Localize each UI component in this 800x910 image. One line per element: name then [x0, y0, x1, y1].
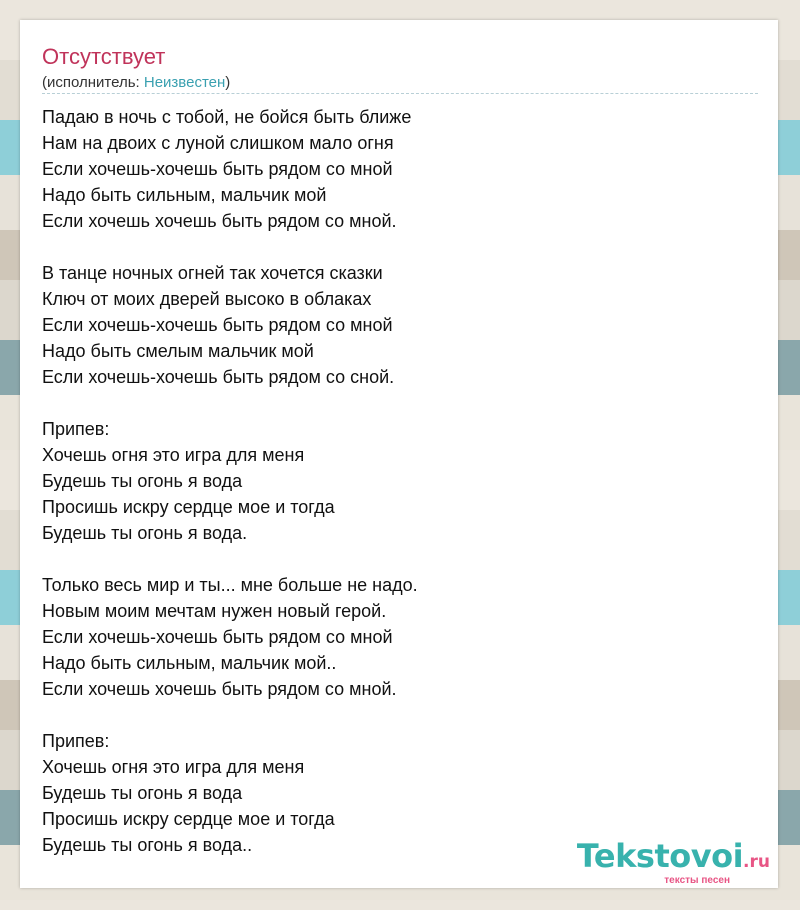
- lyrics-blank-line: [42, 390, 418, 416]
- lyrics-line: Припев:: [42, 731, 110, 751]
- lyrics-line: Надо быть сильным, мальчик мой: [42, 185, 327, 205]
- lyrics-line: Если хочешь хочешь быть рядом со мной.: [42, 211, 397, 231]
- lyrics-line: Если хочешь-хочешь быть рядом со сной.: [42, 367, 395, 387]
- site-logo[interactable]: [577, 839, 770, 886]
- lyrics-blank-line: [42, 234, 418, 260]
- artist-prefix: (исполнитель:: [42, 74, 144, 91]
- lyrics-blank-line: [42, 546, 418, 572]
- logo-brand: [577, 839, 770, 879]
- lyrics-line: В танце ночных огней так хочется сказки: [42, 263, 383, 283]
- lyrics-line: Будешь ты огонь я вода..: [42, 835, 253, 855]
- lyrics-line: Если хочешь-хочешь быть рядом со мной: [42, 627, 393, 647]
- lyrics-line: Ключ от моих дверей высоко в облаках: [42, 289, 372, 309]
- artist-line: [42, 74, 230, 92]
- lyrics-blank-line: [42, 702, 418, 728]
- lyrics-line: Только весь мир и ты... мне больше не надо.: [42, 575, 418, 595]
- logo-tld: .ru: [743, 852, 770, 872]
- lyrics-line: Надо быть смелым мальчик мой: [42, 341, 314, 361]
- lyrics-line: Надо быть сильным, мальчик мой..: [42, 653, 337, 673]
- lyrics-line: Хочешь огня это игра для меня: [42, 445, 305, 465]
- title-divider: [42, 93, 758, 94]
- lyrics-text: [42, 104, 418, 858]
- lyrics-line: Если хочешь хочешь быть рядом со мной.: [42, 679, 397, 699]
- lyrics-card: [20, 20, 778, 888]
- lyrics-line: Падаю в ночь с тобой, не бойся быть ближе: [42, 107, 412, 127]
- song-title: Отсутствует: [42, 44, 166, 69]
- logo-tagline: тексты песен: [664, 875, 730, 886]
- logo-brand-name: Tekstovoi: [576, 837, 744, 875]
- lyrics-line: Просишь искру сердце мое и тогда: [42, 497, 335, 517]
- lyrics-line: Просишь искру сердце мое и тогда: [42, 809, 335, 829]
- lyrics-line: Будешь ты огонь я вода: [42, 471, 243, 491]
- lyrics-line: Хочешь огня это игра для меня: [42, 757, 305, 777]
- lyrics-line: Если хочешь-хочешь быть рядом со мной: [42, 315, 393, 335]
- lyrics-line: Если хочешь-хочешь быть рядом со мной: [42, 159, 393, 179]
- lyrics-line: Нам на двоих с луной слишком мало огня: [42, 133, 394, 153]
- lyrics-line: Будешь ты огонь я вода: [42, 783, 243, 803]
- artist-link[interactable]: Неизвестен: [143, 74, 226, 91]
- lyrics-line: Будешь ты огонь я вода.: [42, 523, 248, 543]
- lyrics-line: Припев:: [42, 419, 110, 439]
- artist-suffix: ): [225, 74, 231, 91]
- lyrics-line: Новым моим мечтам нужен новый герой.: [42, 601, 387, 621]
